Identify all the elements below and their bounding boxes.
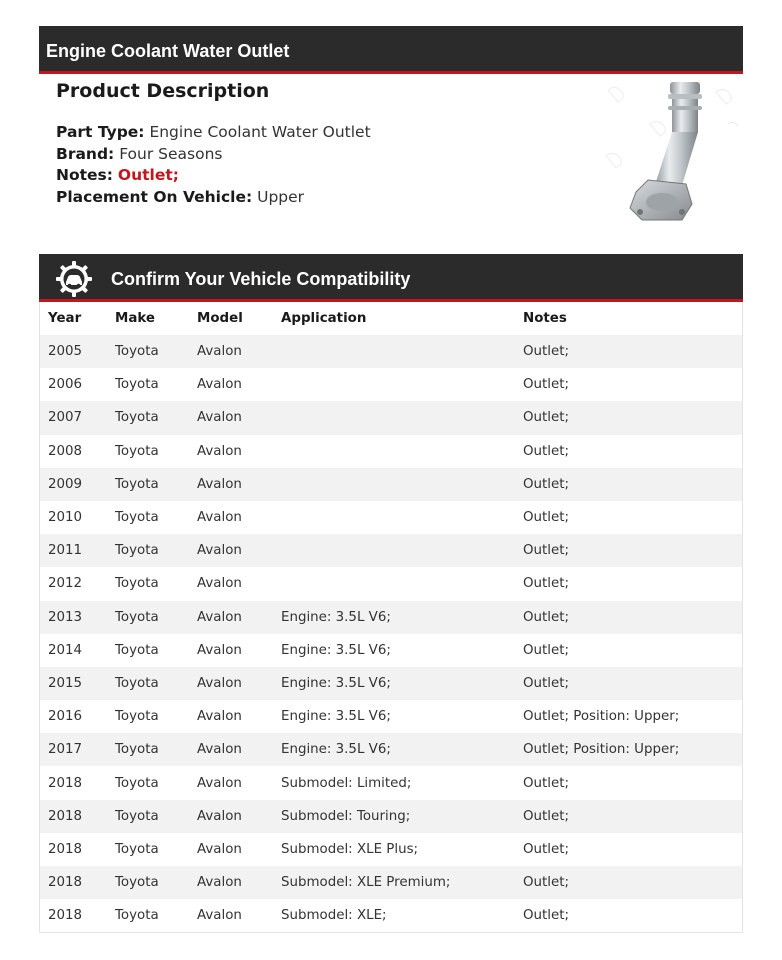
cell-year: 2007 [48, 410, 83, 426]
table-row [40, 601, 742, 634]
coolant-outlet-product-image [598, 80, 740, 226]
spec-notes: Notes: Outlet; [56, 166, 179, 184]
cell-make: Toyota [115, 443, 159, 459]
cell-application: Engine: 3.5L V6; [281, 642, 391, 658]
cell-notes: Outlet; [523, 476, 569, 492]
notes-value: Outlet; [117, 166, 179, 184]
column-header-notes: Notes [523, 311, 567, 326]
cell-model: Avalon [197, 609, 242, 625]
cell-notes: Outlet; Position: Upper; [523, 742, 680, 758]
cell-make: Toyota [115, 642, 159, 658]
cell-notes: Outlet; [523, 543, 569, 559]
cell-application [273, 567, 515, 600]
cell-application: Submodel: XLE Premium; [281, 875, 451, 891]
cell-model: Avalon [197, 808, 242, 824]
table-row [40, 899, 742, 932]
cell-notes: Outlet; [523, 775, 569, 791]
cell-model: Avalon [197, 443, 242, 459]
cell-application: Submodel: XLE; [281, 908, 387, 924]
cell-year: 2011 [48, 543, 83, 559]
cell-year: 2017 [48, 742, 83, 758]
cell-model: Avalon [197, 775, 242, 791]
table-row [40, 534, 742, 567]
spec-placement: Placement On Vehicle: Upper [56, 187, 305, 206]
cell-application: Submodel: Touring; [281, 808, 411, 824]
gear-car-icon [56, 261, 92, 297]
table-row [40, 401, 742, 434]
table-row [40, 667, 742, 700]
cell-model: Avalon [197, 476, 242, 492]
cell-make: Toyota [115, 808, 159, 824]
cell-application: Engine: 3.5L V6; [281, 742, 391, 758]
cell-application [273, 468, 515, 501]
cell-year: 2010 [48, 510, 83, 526]
cell-notes: Outlet; [523, 443, 569, 459]
cell-model: Avalon [197, 377, 242, 393]
table-row [40, 567, 742, 600]
cell-make: Toyota [115, 344, 159, 360]
table-header-row [40, 302, 742, 335]
column-header-model: Model [197, 311, 243, 326]
brand-value: Four Seasons [119, 144, 223, 163]
cell-year: 2018 [48, 775, 83, 791]
product-title: Engine Coolant Water Outlet [46, 41, 290, 61]
cell-year: 2005 [48, 344, 83, 360]
cell-application [273, 501, 515, 534]
description-heading: Product Description [56, 80, 270, 102]
compatibility-table [39, 302, 743, 933]
cell-year: 2018 [48, 841, 83, 857]
cell-make: Toyota [115, 510, 159, 526]
table-row [40, 368, 742, 401]
cell-notes: Outlet; [523, 410, 569, 426]
compatibility-title: Confirm Your Vehicle Compatibility [111, 269, 411, 289]
product-description [56, 78, 576, 208]
cell-application [273, 435, 515, 468]
cell-notes: Outlet; [523, 808, 569, 824]
cell-year: 2012 [48, 576, 83, 592]
column-header-application: Application [281, 311, 367, 326]
cell-model: Avalon [197, 841, 242, 857]
cell-year: 2018 [48, 908, 83, 924]
cell-year: 2015 [48, 675, 83, 691]
cell-model: Avalon [197, 543, 242, 559]
cell-application [273, 401, 515, 434]
table-row [40, 468, 742, 501]
column-header-make: Make [115, 311, 155, 326]
cell-year: 2014 [48, 642, 83, 658]
spec-brand: Brand: Four Seasons [56, 144, 223, 163]
cell-notes: Outlet; [523, 908, 569, 924]
cell-notes: Outlet; [523, 609, 569, 625]
cell-model: Avalon [197, 709, 242, 725]
cell-make: Toyota [115, 875, 159, 891]
cell-year: 2009 [48, 476, 83, 492]
cell-make: Toyota [115, 709, 159, 725]
cell-notes: Outlet; [523, 344, 569, 360]
cell-make: Toyota [115, 908, 159, 924]
cell-model: Avalon [197, 742, 242, 758]
cell-notes: Outlet; [523, 642, 569, 658]
table-row [40, 501, 742, 534]
cell-model: Avalon [197, 344, 242, 360]
cell-make: Toyota [115, 675, 159, 691]
part-type-value: Engine Coolant Water Outlet [149, 123, 371, 141]
cell-application [273, 534, 515, 567]
product-title-banner [39, 26, 743, 74]
cell-model: Avalon [197, 576, 242, 592]
cell-year: 2008 [48, 443, 83, 459]
cell-notes: Outlet; [523, 675, 569, 691]
placement-value: Upper [257, 187, 305, 206]
cell-model: Avalon [197, 642, 242, 658]
table-row [40, 766, 742, 799]
spec-list [56, 122, 576, 208]
cell-model: Avalon [197, 410, 242, 426]
cell-model: Avalon [197, 875, 242, 891]
cell-notes: Outlet; [523, 377, 569, 393]
cell-make: Toyota [115, 476, 159, 492]
cell-application: Engine: 3.5L V6; [281, 709, 391, 725]
cell-year: 2013 [48, 609, 83, 625]
cell-notes: Outlet; [523, 841, 569, 857]
cell-make: Toyota [115, 543, 159, 559]
spec-part-type: Part Type: Engine Coolant Water Outlet [56, 123, 371, 141]
cell-notes: Outlet; Position: Upper; [523, 709, 680, 725]
cell-make: Toyota [115, 841, 159, 857]
cell-model: Avalon [197, 510, 242, 526]
cell-application [273, 368, 515, 401]
cell-make: Toyota [115, 609, 159, 625]
cell-application: Engine: 3.5L V6; [281, 609, 391, 625]
cell-application: Submodel: XLE Plus; [281, 841, 419, 857]
cell-year: 2018 [48, 875, 83, 891]
table-row [40, 700, 742, 733]
cell-application [273, 335, 515, 368]
table-row [40, 733, 742, 766]
cell-year: 2006 [48, 377, 83, 393]
cell-notes: Outlet; [523, 510, 569, 526]
table-row [40, 800, 742, 833]
table-row [40, 866, 742, 899]
table-row [40, 833, 742, 866]
cell-application: Submodel: Limited; [281, 775, 412, 791]
cell-model: Avalon [197, 675, 242, 691]
cell-notes: Outlet; [523, 875, 569, 891]
cell-year: 2018 [48, 808, 83, 824]
table-row [40, 435, 742, 468]
cell-model: Avalon [197, 908, 242, 924]
cell-year: 2016 [48, 709, 83, 725]
cell-make: Toyota [115, 377, 159, 393]
cell-make: Toyota [115, 742, 159, 758]
table-row [40, 634, 742, 667]
cell-application: Engine: 3.5L V6; [281, 675, 391, 691]
cell-make: Toyota [115, 576, 159, 592]
cell-make: Toyota [115, 775, 159, 791]
cell-notes: Outlet; [523, 576, 569, 592]
table-row [40, 335, 742, 368]
column-header-year: Year [48, 311, 82, 326]
cell-make: Toyota [115, 410, 159, 426]
compatibility-banner [39, 254, 743, 302]
